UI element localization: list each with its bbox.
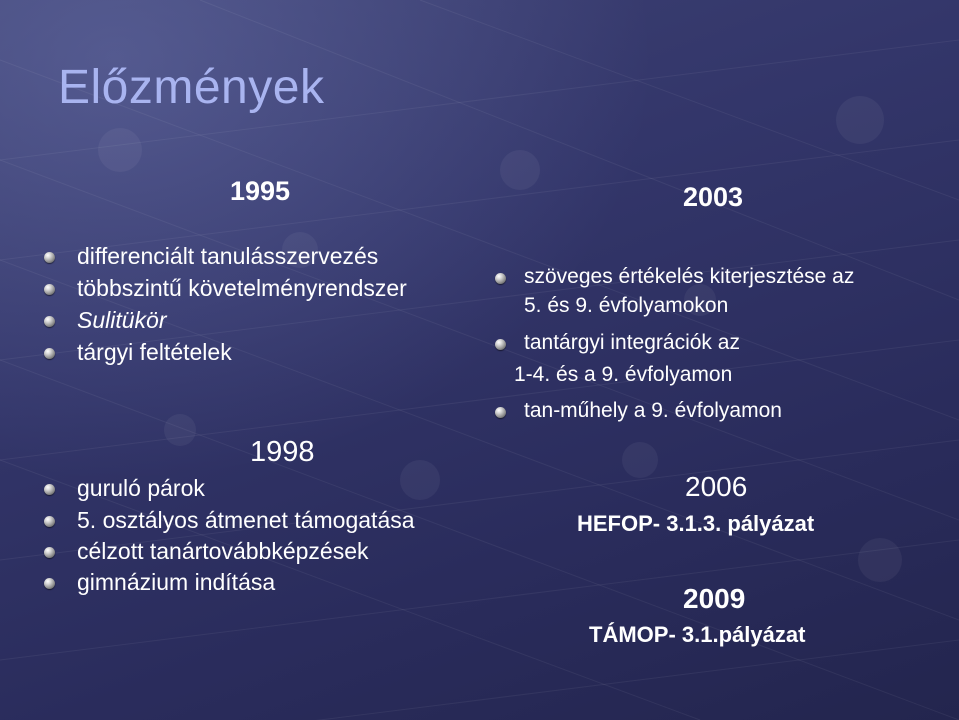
sphere-bullet-icon bbox=[44, 316, 55, 327]
sphere-bullet-icon bbox=[495, 339, 506, 350]
list-item: tantárgyi integrációk az bbox=[524, 331, 740, 354]
sphere-bullet-icon bbox=[44, 578, 55, 589]
program-2006: HEFOP- 3.1.3. pályázat bbox=[577, 511, 815, 536]
list-item: gimnázium indítása bbox=[77, 569, 276, 595]
list-item: differenciált tanulásszervezés bbox=[77, 243, 379, 269]
year-2009: 2009 bbox=[683, 583, 746, 614]
list-item-continuation: 1-4. és a 9. évfolyamon bbox=[514, 363, 733, 386]
list-item: célzott tanártovábbképzések bbox=[77, 538, 369, 564]
sphere-bullet-icon bbox=[44, 484, 55, 495]
sphere-bullet-icon bbox=[44, 547, 55, 558]
sphere-bullet-icon bbox=[44, 516, 55, 527]
sphere-bullet-icon bbox=[44, 252, 55, 263]
list-item: többszintű követelményrendszer bbox=[77, 275, 407, 301]
year-2003: 2003 bbox=[683, 182, 744, 212]
list-item: szöveges értékelés kiterjesztése az bbox=[524, 265, 855, 288]
sphere-bullet-icon bbox=[495, 407, 506, 418]
sphere-bullet-icon bbox=[44, 284, 55, 295]
list-item: guruló párok bbox=[77, 475, 205, 501]
year-1995: 1995 bbox=[230, 176, 291, 206]
list-item: tan-műhely a 9. évfolyamon bbox=[524, 399, 782, 422]
program-2009: TÁMOP- 3.1.pályázat bbox=[589, 622, 806, 647]
sphere-bullet-icon bbox=[495, 273, 506, 284]
sphere-bullet-icon bbox=[44, 348, 55, 359]
year-1998: 1998 bbox=[250, 436, 315, 468]
slide-title: Előzmények bbox=[58, 61, 325, 114]
list-item: Sulitükör bbox=[77, 307, 167, 333]
list-item: tárgyi feltételek bbox=[77, 339, 232, 365]
list-item-continuation: 5. és 9. évfolyamokon bbox=[524, 294, 729, 317]
list-item: 5. osztályos átmenet támogatása bbox=[77, 507, 415, 533]
year-2006: 2006 bbox=[685, 471, 748, 502]
